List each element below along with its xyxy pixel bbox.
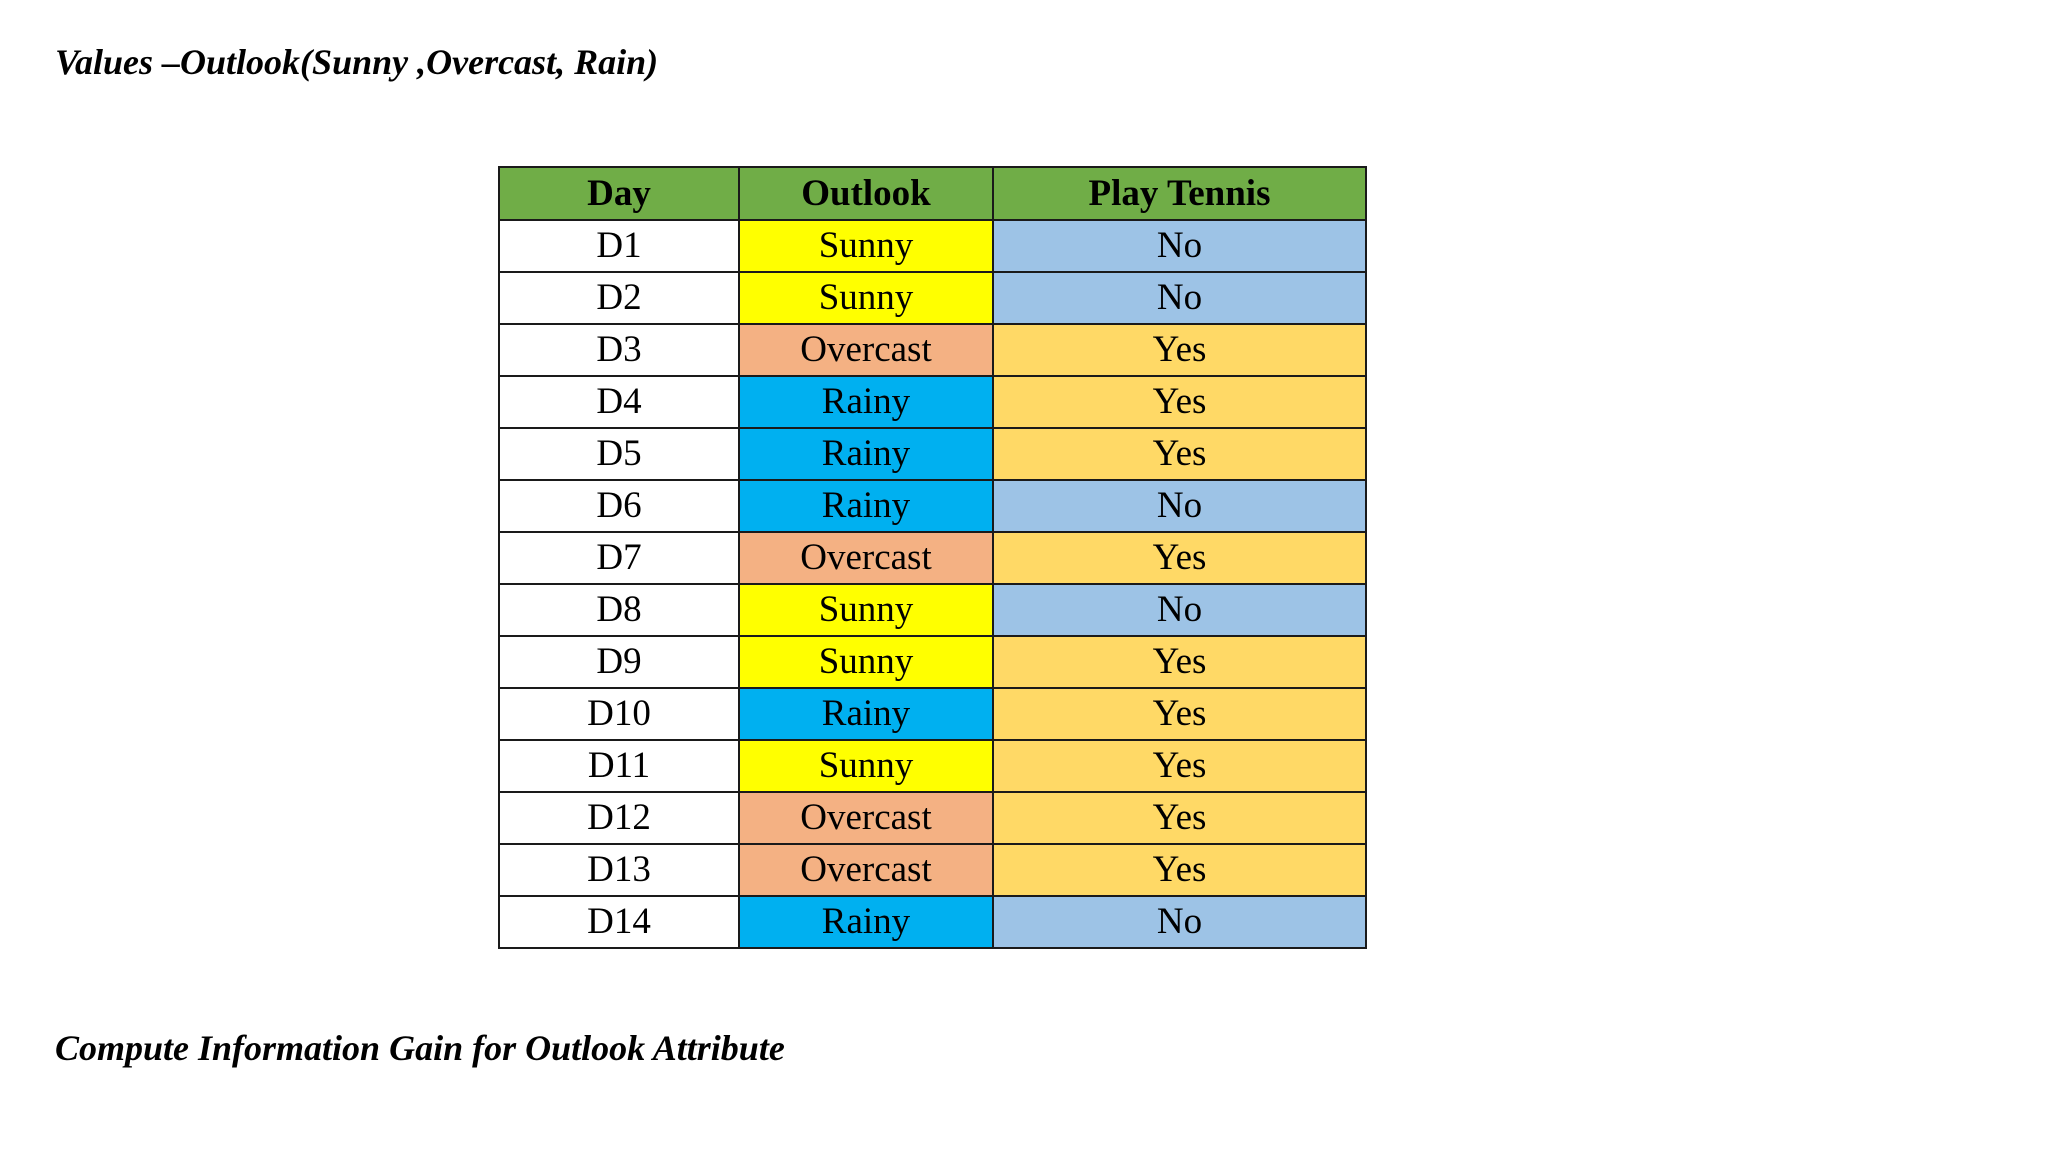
- cell-play-tennis: No: [993, 480, 1366, 532]
- cell-outlook: Sunny: [739, 220, 993, 272]
- cell-day: D13: [499, 844, 739, 896]
- cell-outlook: Rainy: [739, 376, 993, 428]
- cell-play-tennis: No: [993, 896, 1366, 948]
- cell-day: D4: [499, 376, 739, 428]
- task-instruction: Compute Information Gain for Outlook Attribute: [55, 1028, 785, 1068]
- table-row: [499, 636, 1366, 688]
- cell-day: D9: [499, 636, 739, 688]
- cell-outlook: Sunny: [739, 636, 993, 688]
- table-row: [499, 792, 1366, 844]
- cell-play-tennis: Yes: [993, 636, 1366, 688]
- cell-play-tennis: Yes: [993, 324, 1366, 376]
- cell-day: D2: [499, 272, 739, 324]
- cell-outlook: Overcast: [739, 532, 993, 584]
- table-row: [499, 220, 1366, 272]
- slide-title: Values –Outlook(Sunny ,Overcast, Rain): [55, 42, 659, 82]
- table-row: [499, 480, 1366, 532]
- table-row: [499, 272, 1366, 324]
- play-tennis-table: [498, 166, 1367, 949]
- cell-outlook: Sunny: [739, 584, 993, 636]
- cell-outlook: Sunny: [739, 740, 993, 792]
- cell-play-tennis: Yes: [993, 428, 1366, 480]
- header-day: Day: [499, 167, 739, 220]
- cell-play-tennis: Yes: [993, 844, 1366, 896]
- table-row: [499, 896, 1366, 948]
- cell-play-tennis: No: [993, 220, 1366, 272]
- cell-day: D11: [499, 740, 739, 792]
- cell-day: D12: [499, 792, 739, 844]
- cell-outlook: Rainy: [739, 688, 993, 740]
- cell-play-tennis: Yes: [993, 740, 1366, 792]
- cell-day: D8: [499, 584, 739, 636]
- header-outlook: Outlook: [739, 167, 993, 220]
- cell-day: D5: [499, 428, 739, 480]
- cell-day: D10: [499, 688, 739, 740]
- cell-play-tennis: Yes: [993, 792, 1366, 844]
- table-row: [499, 532, 1366, 584]
- table-header-row: [499, 167, 1366, 220]
- cell-outlook: Rainy: [739, 428, 993, 480]
- cell-play-tennis: Yes: [993, 532, 1366, 584]
- cell-day: D7: [499, 532, 739, 584]
- header-play-tennis: Play Tennis: [993, 167, 1366, 220]
- cell-day: D3: [499, 324, 739, 376]
- cell-play-tennis: No: [993, 584, 1366, 636]
- cell-outlook: Rainy: [739, 896, 993, 948]
- cell-day: D14: [499, 896, 739, 948]
- cell-day: D6: [499, 480, 739, 532]
- cell-play-tennis: Yes: [993, 688, 1366, 740]
- cell-outlook: Overcast: [739, 324, 993, 376]
- table-row: [499, 688, 1366, 740]
- cell-outlook: Overcast: [739, 844, 993, 896]
- table-row: [499, 428, 1366, 480]
- table-header: [499, 167, 1366, 220]
- table-row: [499, 376, 1366, 428]
- table-row: [499, 324, 1366, 376]
- table-body: [499, 220, 1366, 948]
- cell-outlook: Sunny: [739, 272, 993, 324]
- cell-outlook: Overcast: [739, 792, 993, 844]
- cell-outlook: Rainy: [739, 480, 993, 532]
- cell-play-tennis: No: [993, 272, 1366, 324]
- cell-play-tennis: Yes: [993, 376, 1366, 428]
- table-row: [499, 740, 1366, 792]
- cell-day: D1: [499, 220, 739, 272]
- table-row: [499, 584, 1366, 636]
- table-row: [499, 844, 1366, 896]
